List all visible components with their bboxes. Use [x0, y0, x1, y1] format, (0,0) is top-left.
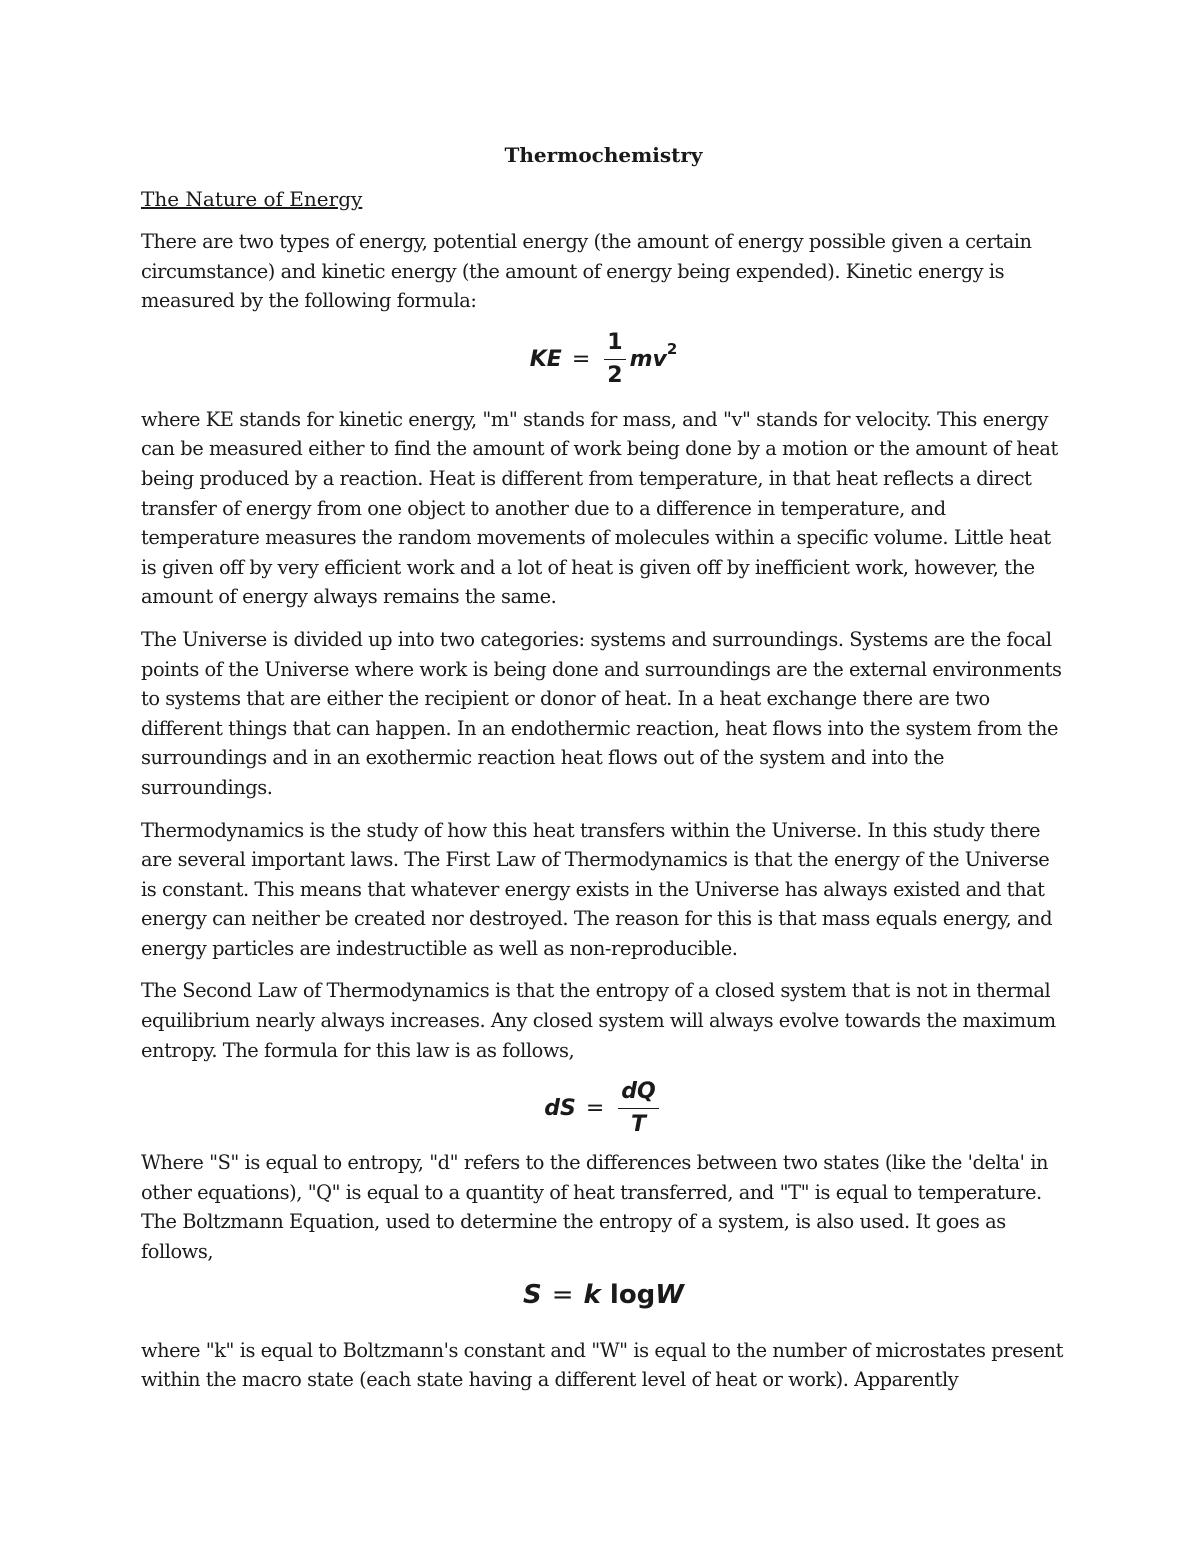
- entropy-equation: [141, 1078, 1066, 1144]
- exponent: 2: [666, 340, 678, 359]
- paragraph-kinetic-explanation: where KE stands for kinetic energy, "m" stands for mass, and "v" stands for velocity. This energy can be measured either to find the amount of work being done by a motion or the amount of heat being produced by a reaction. Heat is different from temperature, in that heat reflects a direct transfer of energy from one object to another due to a difference in temperature, and temperature measures the random movements of molecules within a specific volume. Little heat is given off by very efficient work and a lot of heat is given off by inefficient work, however, the amount of energy always remains the same.: [141, 407, 1058, 609]
- fraction-numerator: 1: [604, 329, 625, 360]
- log-function: log: [609, 1279, 656, 1310]
- paragraph-first-law: Thermodynamics is the study of how this heat transfers within the Universe. In this study there are several important laws. The First Law of Thermodynamics is that the energy of the Universe is constant. This means that whatever energy exists in the Universe has always existed and that energy can neither be created nor destroyed. The reason for this is that mass equals energy, and energy particles are indestructible as well as non-reproducible.: [141, 818, 1053, 960]
- paragraph-systems: The Universe is divided up into two categories: systems and surroundings. Systems are the focal points of the Universe where work is being done and surroundings are the external environments to systems that are either the recipient or donor of heat. In a heat exchange there are two different things that can happen. In an endothermic reaction, heat flows into the system from the surroundings and in an exothermic reaction heat flows out of the system and into the surroundings.: [141, 627, 1062, 799]
- fraction-denominator: 2: [607, 362, 623, 388]
- paragraph-boltzmann-explanation: where "k" is equal to Boltzmann's constant and "W" is equal to the number of microstates present within the macro state (each state having a different level of heat or work). Apparently: [141, 1338, 1063, 1392]
- equals-sign: =: [551, 1279, 574, 1310]
- fraction: [618, 1078, 658, 1139]
- equation-lhs: KE: [529, 346, 562, 372]
- boltzmann-constant: k: [583, 1279, 601, 1310]
- section-heading: The Nature of Energy: [141, 187, 363, 211]
- equation-lhs: S: [523, 1279, 542, 1310]
- microstates-symbol: W: [655, 1279, 684, 1310]
- equals-sign: =: [585, 1096, 605, 1122]
- fraction: [604, 329, 625, 390]
- fraction-denominator: T: [631, 1112, 647, 1138]
- document-page: [141, 140, 1066, 1408]
- equals-sign: =: [571, 346, 591, 372]
- equation-lhs: dS: [544, 1096, 576, 1122]
- kinetic-energy-equation: [141, 329, 1066, 401]
- boltzmann-equation: [141, 1280, 1066, 1330]
- paragraph-entropy-explanation: Where "S" is equal to entropy, "d" refers to the differences between two states (like the 'delta' in other equations), "Q" is equal to a quantity of heat transferred, and "T" is equal to temperature. The Boltzmann Equation, used to determine the entropy of a system, is also used. It goes as follows,: [141, 1151, 1049, 1264]
- paragraph-energy-types: There are two types of energy, potential energy (the amount of energy possible given a certain circumstance) and kinetic energy (the amount of energy being expended). Kinetic energy is measured by the following formula:: [141, 230, 1032, 313]
- fraction-numerator: dQ: [618, 1078, 658, 1109]
- paragraph-second-law: The Second Law of Thermodynamics is that the entropy of a closed system that is not in thermal equilibrium nearly always increases. Any closed system will always evolve towards the maximum entropy. The formula for this law is as follows,: [141, 979, 1056, 1062]
- document-title: Thermochemistry: [504, 143, 703, 167]
- equation-rhs: mv: [629, 346, 667, 372]
